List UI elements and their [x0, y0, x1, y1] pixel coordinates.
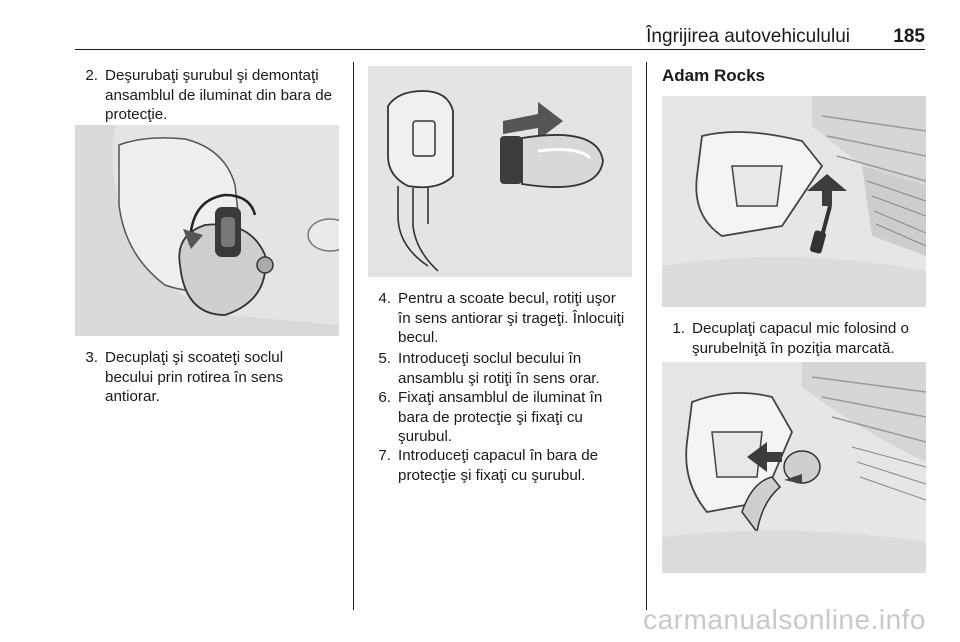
step-line: protecţie. [105, 106, 168, 123]
page-title: Îngrijirea autovehiculului [646, 26, 850, 47]
step-text [398, 289, 624, 348]
step-number: 1. [672, 320, 685, 337]
step-line: ansamblu şi rotiţi în sens orar. [398, 369, 600, 387]
step-text [105, 348, 283, 407]
step-number: 7. [378, 447, 391, 464]
step-text [105, 66, 332, 125]
bulb-socket-drawing [368, 66, 632, 277]
bulb-socket-illustration [368, 66, 632, 277]
header-divider [75, 49, 925, 50]
bumper-cover-drawing [662, 96, 926, 307]
step-text [398, 446, 598, 485]
step-line: antiorar. [105, 388, 160, 405]
step-number: 3. [85, 349, 98, 366]
section-heading: Adam Rocks [662, 66, 765, 85]
step-line: becul. [398, 329, 439, 346]
step-number: 5. [378, 350, 391, 367]
step-line: Decuplaţi capacul mic folosind o [692, 320, 909, 337]
step-number: 2. [85, 67, 98, 84]
bumper-cover-illustration [662, 96, 926, 307]
step-line: Introduceţi soclul becului în [398, 350, 582, 367]
step-line: ansamblul de iluminat din bara de [105, 86, 333, 104]
page-number: 185 [893, 26, 925, 47]
step-line: protecţie şi fixaţi cu şurubul. [398, 466, 586, 484]
headlamp-assembly-illustration [75, 125, 339, 336]
step-number: 4. [378, 290, 391, 307]
step-line: Deşurubaţi şurubul şi demontaţi [105, 67, 319, 84]
step-number: 6. [378, 389, 391, 406]
fog-lamp-removal-illustration [662, 362, 926, 573]
column-divider-left [353, 62, 354, 610]
headlamp-assembly-drawing [75, 125, 339, 336]
step-line: şurubelniţă în poziţia marcată. [692, 339, 895, 357]
column-divider-right [646, 62, 647, 610]
step-line: în sens antiorar şi trageţi. Înlocuiţi [398, 309, 625, 327]
step-line: Decuplaţi şi scoateţi soclul [105, 349, 284, 366]
step-text [692, 319, 909, 358]
watermark: carmanualsonline.info [643, 604, 926, 635]
step-line: Pentru a scoate becul, rotiţi uşor [398, 290, 616, 307]
step-line: Fixaţi ansamblul de iluminat în [398, 389, 603, 406]
step-line: şurubul. [398, 428, 453, 445]
step-line: becului prin rotirea în sens [105, 368, 284, 386]
fog-lamp-removal-drawing [662, 362, 926, 573]
step-text [398, 388, 602, 447]
step-text [398, 349, 600, 388]
step-line: bara de protecţie şi fixaţi cu [398, 408, 583, 426]
step-line: Introduceţi capacul în bara de [398, 447, 599, 464]
